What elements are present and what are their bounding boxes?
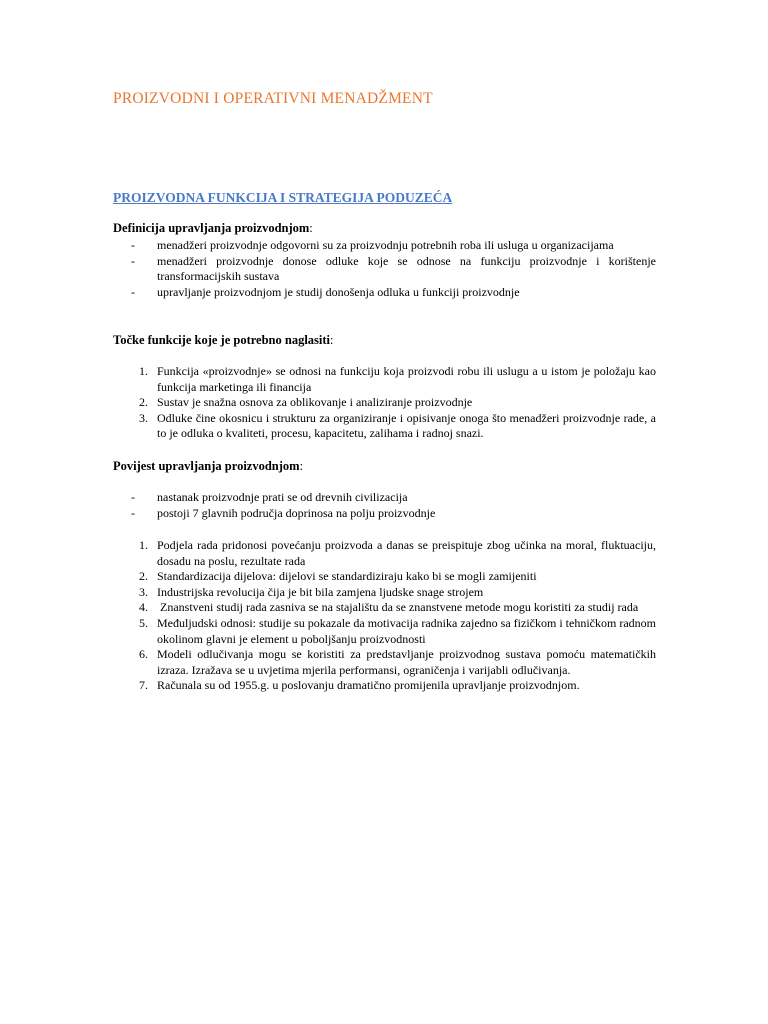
list-number: 6. xyxy=(139,647,148,662)
list-item xyxy=(113,569,656,585)
list-number: 1. xyxy=(139,538,148,552)
povijest-numbered-list xyxy=(113,538,656,694)
list-item xyxy=(113,490,656,506)
list-item-text: menadžeri proizvodnje odgovorni su za proizvodnju potrebnih roba ili usluga u organizacijama xyxy=(157,238,614,252)
list-item-text: Modeli odlučivanja mogu se koristiti za predstavljanje proizvodnog sustava pomoću matematičkih izraza. Izražava se u uvjetima mjerila performansi, ograničenja i varijabli odlučivanja. xyxy=(157,647,656,677)
list-item-text: Industrijska revolucija čija je bit bila zamjena ljudske snage strojem xyxy=(157,584,484,599)
list-item-text: nastanak proizvodnje prati se od drevnih civilizacija xyxy=(157,490,408,504)
list-number: 1. xyxy=(139,364,148,378)
tocke-heading-text: Točke funkcije koje je potrebno naglasiti xyxy=(113,333,331,347)
list-item xyxy=(113,600,656,616)
povijest-dash-list xyxy=(113,490,656,521)
list-number: 3. xyxy=(139,410,148,425)
list-number: 5. xyxy=(139,615,148,630)
list-item-text: Funkcija «proizvodnje» se odnosi na funkciju koja proizvodi robu ili uslugu a u istom je položaju kao funkcija marketinga ili financija xyxy=(157,364,656,394)
list-item-text: Računala su od 1955.g. u poslovanju dramatično promijenila upravljanje proizvodnjom. xyxy=(157,678,580,693)
dash-marker: - xyxy=(131,238,135,252)
list-item xyxy=(113,506,656,522)
dash-marker: - xyxy=(131,253,135,268)
list-item xyxy=(113,364,656,395)
list-item-text: upravljanje proizvodnjom je studij donošenja odluka u funkciji proizvodnje xyxy=(157,284,520,299)
list-item xyxy=(113,254,656,285)
definicija-heading-colon: : xyxy=(309,221,313,235)
list-item xyxy=(113,585,656,601)
definicija-heading xyxy=(113,221,313,236)
tocke-list xyxy=(113,364,656,442)
list-item-text: Podjela rada pridonosi povećanju proizvoda a danas se preispituje zbog učinka na moral, fluktuaciju, dosadu na poslu, rezultate rada xyxy=(157,538,656,568)
dash-marker: - xyxy=(131,284,135,299)
list-item-text: Međuljudski odnosi: studije su pokazale da motivacija radnika zajedno sa fizičkom i tehničkom radnom okolinom glavni je element u poboljšanju proizvodnosti xyxy=(157,615,656,646)
list-number: 4. xyxy=(139,600,148,615)
list-number: 3. xyxy=(139,584,148,599)
list-item xyxy=(113,647,656,678)
list-item-text: Odluke čine okosnicu i strukturu za organiziranje i opisivanje onoga što menadžeri proizvodnje rade, a to je odluka o kvaliteti, procesu, kapacitetu, zalihama i radnoj snazi. xyxy=(157,410,656,441)
list-item-text: Znanstveni studij rada zasniva se na stajalištu da se znanstvene metode mogu koristiti za studij rada xyxy=(160,600,639,615)
list-number: 2. xyxy=(139,395,148,410)
tocke-heading-colon: : xyxy=(330,333,334,347)
povijest-heading-colon: : xyxy=(299,459,304,473)
dash-marker: - xyxy=(131,505,135,520)
list-item-text: menadžeri proizvodnje donose odluke koje se odnose na funkciju proizvodnje i korištenje transformacijskih sustava xyxy=(157,253,656,284)
list-item xyxy=(113,538,656,569)
list-number: 2. xyxy=(139,569,148,584)
list-item xyxy=(113,616,656,647)
list-item-text: Sustav je snažna osnova za oblikovanje i analiziranje proizvodnje xyxy=(157,395,473,410)
list-item xyxy=(113,411,656,442)
list-item xyxy=(113,678,656,694)
definicija-heading-text: Definicija upravljanja proizvodnjom xyxy=(113,221,310,235)
list-item xyxy=(113,395,656,411)
list-number: 7. xyxy=(139,678,148,693)
section-heading: PROIZVODNA FUNKCIJA I STRATEGIJA PODUZEĆA xyxy=(113,190,453,205)
povijest-heading xyxy=(113,459,303,474)
definicija-list xyxy=(113,238,656,300)
document-title: PROIZVODNI I OPERATIVNI MENADŽMENT xyxy=(113,90,433,107)
list-item xyxy=(113,238,656,254)
list-item xyxy=(113,285,656,301)
dash-marker: - xyxy=(131,490,135,504)
tocke-heading xyxy=(113,333,334,348)
list-item-text: Standardizacija dijelova: dijelovi se standardiziraju kako bi se mogli zamijeniti xyxy=(157,569,537,584)
list-item-text: postoji 7 glavnih područja doprinosa na polju proizvodnje xyxy=(157,505,436,520)
povijest-heading-text: Povijest upravljanja proizvodnjom xyxy=(113,459,300,473)
